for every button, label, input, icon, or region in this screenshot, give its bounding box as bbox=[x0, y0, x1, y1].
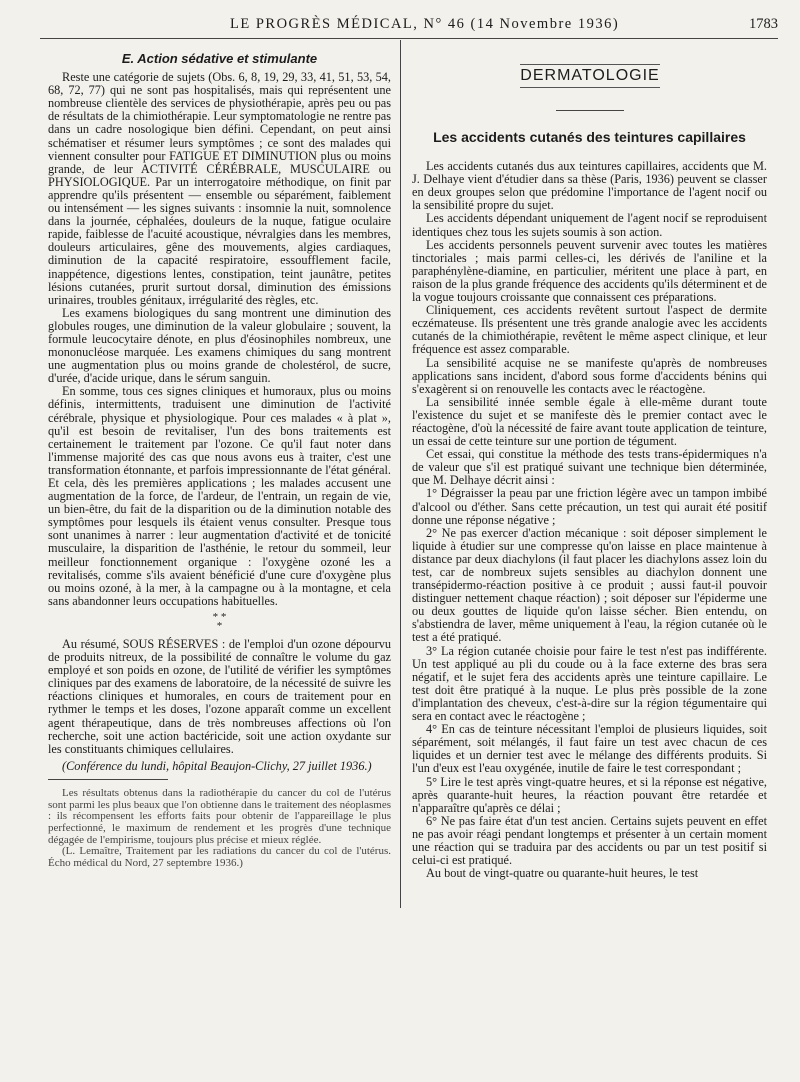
article-title: Les accidents cutanés des teintures capillaires bbox=[433, 129, 746, 145]
column-divider bbox=[400, 40, 401, 908]
header-rule bbox=[40, 38, 778, 39]
paragraph: Les examens biologiques du sang montrent une diminution des globules rouges, une diminution de la valeur globulaire ; souvent, la formule leucocytaire dénote, en plus d'éosinophiles nombreux, une mononucléose marquée. Les examens chimiques du sang montrent une augmentation plus ou moins grande de cholestérol, de sucre, d'urée, d'acide urique, dans le sérum sanguin. bbox=[48, 305, 391, 386]
section-break-stars: * * * bbox=[212, 610, 227, 632]
paragraph: La sensibilité innée semble égale à elle-même durant toute l'existence du sujet et se manifeste dès le premier contact avec le réactogène, d'où la nécessité de faire avant toute application de teinture, un essai de cette teinture sur une portion de tégument. bbox=[412, 394, 767, 449]
journal-title: LE PROGRÈS MÉDICAL, N° 46 (14 Novembre 1936) bbox=[230, 16, 620, 32]
footnote bbox=[48, 788, 391, 870]
list-item: 2° Ne pas exercer d'action mécanique : soit déposer simplement le liquide à étudier sur une compresse qu'on laisse en place maintenue à distance par deux diachylons (il faut placer les diachylons assez loin du test, car de nombreux sujets sensibles au diachylon donnent une transépidermo-réaction positive à ce produit ; aussi faut-il pouvoir distinguer nettement chaque réaction) ; soit déposer sur l'épiderme une ou deux gouttes de liquide qu'on laisse sécher. Bien entendu, on s'abstiendra de laver, même uniquement à l'eau, la région cutanée où le test a été pratiqué. bbox=[412, 525, 767, 645]
paragraph: Au bout de vingt-quatre ou quarante-huit heures, le test bbox=[426, 866, 699, 881]
list-item: 5° Lire le test après vingt-quatre heures, et si la réponse est négative, après quarante-huit heures, la réaction pouvant être retardée et n'apparaître qu'après ce délai ; bbox=[412, 774, 767, 815]
right-column bbox=[412, 52, 767, 880]
paragraph: Cliniquement, ces accidents revêtent surtout l'aspect de dermite eczémateuse. Ils présentent une très grande analogie avec les accidents cutanés de la chimiothérapie, revêtent le même aspect clinique, et leur fréquence est assez comparable. bbox=[412, 303, 767, 357]
section-rubric: DERMATOLOGIE bbox=[520, 64, 660, 88]
page-number: 1783 bbox=[749, 16, 778, 32]
list-item: 6° Ne pas faire état d'un test ancien. Certains sujets peuvent en effet ne pas avoir réagi pendant longtemps et présenter à un certain moment une réaction qui se traduira par des accidents ou par un test positif si celui-ci est pratiqué. bbox=[412, 813, 767, 868]
paragraph: Reste une catégorie de sujets (Obs. 6, 8, 19, 29, 33, 41, 51, 53, 54, 68, 72, 77) qui ne sont pas hospitalisés, mais qui représentent une nombreuse clientèle des services de physiothérapie, après peu ou pas de résultats de la chimiothérapie. Leur symptomatologie ne rentre pas dans un cadre nosologique bien défini. Cependant, on peut ainsi schématiser et résumer leurs symptômes ; ce sont des malades qui viennent consulter pour FATIGUE ET DIMINUTION plus ou moins grande, de leur ACTIVITÉ CÉRÉBRALE, MUSCULAIRE ou PHYSIOLOGIQUE. Par un interrogatoire méthodique, on finit par apprendre qu'ils présentent — ensemble ou séparément, faiblement ou intensément — les signes suivants : insomnie la nuit, somnolence dans la journée, céphalées, douleurs de la nuque, fatigue oculaire rapide, faiblesse de l'acuité acoustique, névralgies dans les membres, douleurs articulaires, gêne des mouvements, algies cardiaques, diminution de la capacité respiratoire, essoufflement facile, inappétence, digestions lentes, constipation, teint jaunâtre, petites lésions cutanées, prurit surtout dorsal, diminution des émissions urinaires, troubles génitaux, irrégularité des règles, etc. bbox=[48, 70, 391, 307]
paragraph: Les accidents cutanés dus aux teintures capillaires, accidents que M. J. Delhaye vient d'étudier dans sa thèse (Paris, 1936) peuvent se classer en deux groupes selon que prédomine l'importance de l'agent nocif ou la sensibilité propre du sujet. bbox=[412, 159, 767, 213]
list-item: 1° Dégraisser la peau par une friction légère avec un tampon imbibé d'alcool ou d'éther. Sans cette précaution, un test qui aurait été positif donne une réponse négative ; bbox=[412, 486, 767, 527]
paragraph: En somme, tous ces signes cliniques et humoraux, plus ou moins définis, intermittents, traduisent une diminution de l'activité cérébrale, physique et physiologique. Pour ces malades « à plat », qu'il est besoin de revitaliser, l'un des bons traitements est certainement le traitement par l'ozone. Ce qu'il faut noter dans l'immense majorité des cas que nous avons eus à traiter, c'est une transformation étonnante, et parfois impressionnante de l'état général. Et cela, dès les premières applications ; les malades accusent une augmentation de la force, de l'ardeur, de l'entrain, un regain de vie, un bien-être, du fait de la disparition ou de la diminution notable des symptômes pour lesquels ils étaient venus consulter. Presque tous sont unanimes à narrer : leur augmentation d'activité et de tonicité musculaire, la disparition de l'asthénie, le retour du sommeil, leur meilleur fonctionnement organique : l'oxygène ozoné les a revitalisés, comme s'ils avaient bénéficié d'une cure d'oxygène plus ou moins ozoné, à la mer, à la campagne ou à la montagne, et cela sans abandonner leurs occupations habituelles. bbox=[48, 384, 391, 608]
footnote-rule bbox=[48, 779, 168, 780]
list-item: 4° En cas de teinture nécessitant l'emploi de plusieurs liquides, soit séparément, soit mélangés, il faut faire un test avec chacun de ces liquides et un dernier test avec le mélange des différents produits. Si l'un d'eux est l'eau oxygénée, inutile de faire le test correspondant ; bbox=[412, 722, 767, 776]
footnote-source: (L. Lemaître, Traitement par les radiations du cancer du col de l'utérus. Écho médical du Nord, 27 septembre 1936.) bbox=[48, 845, 391, 870]
left-column bbox=[48, 52, 391, 870]
page-header bbox=[40, 16, 778, 36]
list-item: 3° La région cutanée choisie pour faire le test n'est pas indifférente. Un test appliqué au pli du coude ou à la face externe des bras sera négatif, et le sujet fera des accidents après une teinture capillaire. Le test doit être pratiqué à la nuque. Le plus près possible de la zone d'implantation des cheveux, c'est-à-dire sur la région tégumentaire qui sera en contact avec le réactogène ; bbox=[412, 643, 767, 724]
paragraph: La sensibilité acquise ne se manifeste qu'après de nombreuses applications sans incident, d'abord sous forme d'accidents bénins qui s'exagèrent si on renouvelle les contacts avec le réactogène. bbox=[412, 355, 767, 396]
paragraph: Cet essai, qui constitue la méthode des tests trans-épidermiques n'a de valeur que s'il est pratiqué suivant une technique bien déterminée, que M. Delhaye décrit ainsi : bbox=[412, 447, 767, 488]
rubric-rule bbox=[556, 110, 624, 111]
footnote-text: Les résultats obtenus dans la radiothérapie du cancer du col de l'utérus sont parmi les plus beaux que l'on obtienne dans le traitement des néoplasmes : ils récompensent les efforts faits pour obtenir de l'appareillage le plus perfectionné, le maximum de rendement et les progrès d'une technique dégagée de l'empirisme, toujours plus précise et mieux réglée. bbox=[48, 786, 391, 846]
citation: (Conférence du lundi, hôpital Beaujon-Clichy, 27 juillet 1936.) bbox=[62, 758, 372, 773]
paragraph: Les accidents dépendant uniquement de l'agent nocif se reproduisent identiques chez tous les sujets soumis à son action. bbox=[412, 211, 767, 239]
section-title: E. Action sédative et stimulante bbox=[121, 51, 318, 66]
paragraph: Les accidents personnels peuvent survenir avec toutes les matières tinctoriales ; mais parmi celles-ci, les dérivés de l'aniline et la paraphénylène-diamine, en particulier, méritent une place à part, en raison de la plus grande fréquence des accidents qu'ils déterminent et de la vogue toujours croissante que connaissent ces préparations. bbox=[412, 237, 767, 305]
summary-paragraph: Au résumé, SOUS RÉSERVES : de l'emploi d'un ozone dépourvu de produits nitreux, de la possibilité de connaître le volume du gaz employé et son poids en ozone, de l'utilité de vérifier les symptômes cliniques par des examens de laboratoire, de la nécessité de suivre les réactions cliniques et humorales, en cours de traitement pour en rythmer le temps et les doses, l'ozone apparaît comme un excellent agent thérapeutique, dans de très nombreuses affections où l'on recherche, soit une action bactéricide, soit une action oxydante sur les constituants chimiques cellulaires. bbox=[48, 636, 391, 756]
